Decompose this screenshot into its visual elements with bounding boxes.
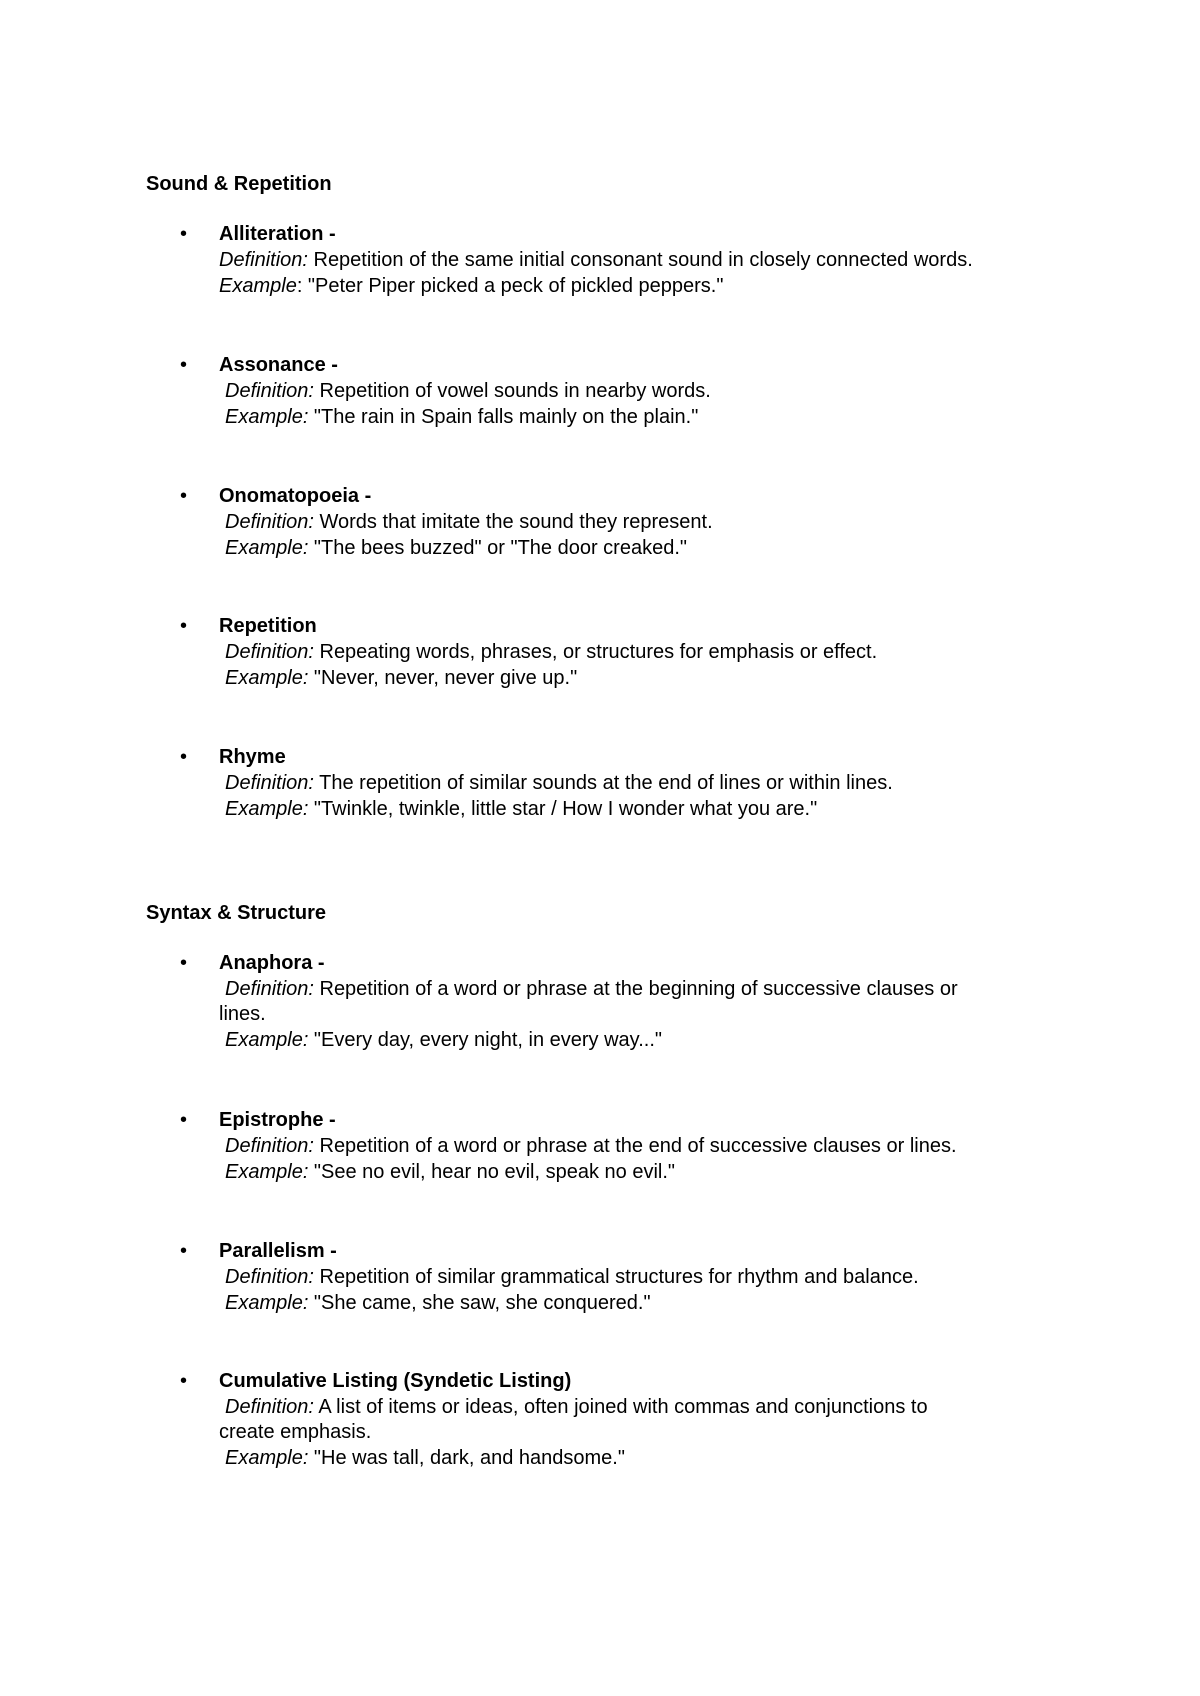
example-text: : "Peter Piper picked a peck of pickled peppers." bbox=[296, 275, 724, 297]
term-title: Cumulative Listing (Syndetic Listing) bbox=[219, 1370, 572, 1392]
definition-text: A list of items or ideas, often joined with commas and conjunctions to bbox=[313, 1396, 928, 1418]
definition-line bbox=[219, 247, 973, 273]
definition-label: Definition: bbox=[225, 1266, 314, 1288]
definition-continuation: lines. bbox=[219, 1003, 266, 1025]
example-label: Example: bbox=[225, 798, 309, 820]
section-heading-sound-repetition: Sound & Repetition bbox=[146, 173, 332, 195]
definition-text: Repetition of a word or phrase at the beginning of successive clauses or bbox=[313, 978, 958, 1000]
definition-line bbox=[225, 770, 893, 796]
term-title: Epistrophe - bbox=[219, 1109, 336, 1131]
example-line bbox=[225, 665, 577, 691]
example-text: "Never, never, never give up." bbox=[308, 667, 578, 689]
example-line bbox=[225, 1445, 625, 1471]
term-title: Alliteration - bbox=[219, 223, 336, 245]
definition-label: Definition: bbox=[225, 641, 314, 663]
example-text: "Twinkle, twinkle, little star / How I wonder what you are." bbox=[308, 798, 818, 820]
definition-line bbox=[225, 378, 711, 404]
example-label: Example: bbox=[225, 1447, 309, 1469]
bullet-icon: • bbox=[180, 1240, 188, 1262]
example-text: "The bees buzzed" or "The door creaked." bbox=[308, 537, 687, 559]
example-text: "She came, she saw, she conquered." bbox=[308, 1292, 651, 1314]
definition-label: Definition: bbox=[225, 772, 314, 794]
bullet-icon: • bbox=[180, 1370, 188, 1392]
definition-line bbox=[225, 1133, 957, 1159]
definition-text: Repetition of the same initial consonant sound in closely connected words. bbox=[307, 249, 973, 271]
definition-label: Definition: bbox=[225, 511, 314, 533]
definition-label: Definition: bbox=[225, 978, 314, 1000]
term-title: Repetition bbox=[219, 615, 317, 637]
example-text: "He was tall, dark, and handsome." bbox=[308, 1447, 625, 1469]
definition-text: Words that imitate the sound they represent. bbox=[313, 511, 713, 533]
bullet-icon: • bbox=[180, 354, 188, 376]
example-label: Example: bbox=[225, 1161, 309, 1183]
example-line bbox=[225, 1290, 651, 1316]
example-line bbox=[225, 796, 817, 822]
bullet-icon: • bbox=[180, 952, 188, 974]
bullet-icon: • bbox=[180, 1109, 188, 1131]
example-label: Example: bbox=[225, 406, 309, 428]
definition-line bbox=[225, 1264, 919, 1290]
bullet-icon: • bbox=[180, 223, 188, 245]
example-line bbox=[219, 273, 723, 299]
definition-label: Definition: bbox=[219, 249, 308, 271]
definition-text: Repetition of vowel sounds in nearby words. bbox=[313, 380, 711, 402]
definition-line bbox=[225, 1394, 928, 1420]
definition-text: Repeating words, phrases, or structures for emphasis or effect. bbox=[313, 641, 878, 663]
example-label: Example bbox=[219, 275, 297, 297]
definition-label: Definition: bbox=[225, 380, 314, 402]
definition-text: Repetition of a word or phrase at the end of successive clauses or lines. bbox=[313, 1135, 957, 1157]
example-label: Example: bbox=[225, 667, 309, 689]
bullet-icon: • bbox=[180, 615, 188, 637]
example-line bbox=[225, 1159, 675, 1185]
example-line bbox=[225, 1027, 662, 1053]
example-text: "See no evil, hear no evil, speak no evil." bbox=[308, 1161, 676, 1183]
bullet-icon: • bbox=[180, 746, 188, 768]
definition-line bbox=[225, 976, 958, 1002]
definition-line bbox=[225, 509, 713, 535]
term-title: Onomatopoeia - bbox=[219, 485, 372, 507]
example-label: Example: bbox=[225, 1029, 309, 1051]
term-title: Assonance - bbox=[219, 354, 338, 376]
definition-text: Repetition of similar grammatical structures for rhythm and balance. bbox=[313, 1266, 919, 1288]
definition-label: Definition: bbox=[225, 1396, 314, 1418]
example-label: Example: bbox=[225, 1292, 309, 1314]
example-label: Example: bbox=[225, 537, 309, 559]
definition-line bbox=[225, 639, 877, 665]
definition-label: Definition: bbox=[225, 1135, 314, 1157]
example-text: "Every day, every night, in every way..." bbox=[308, 1029, 662, 1051]
term-title: Anaphora - bbox=[219, 952, 325, 974]
example-line bbox=[225, 404, 698, 430]
term-title: Rhyme bbox=[219, 746, 286, 768]
example-line bbox=[225, 535, 687, 561]
section-heading-syntax-structure: Syntax & Structure bbox=[146, 902, 327, 924]
definition-continuation: create emphasis. bbox=[219, 1421, 372, 1443]
term-title: Parallelism - bbox=[219, 1240, 337, 1262]
example-text: "The rain in Spain falls mainly on the plain." bbox=[308, 406, 699, 428]
definition-text: The repetition of similar sounds at the end of lines or within lines. bbox=[313, 772, 893, 794]
bullet-icon: • bbox=[180, 485, 188, 507]
